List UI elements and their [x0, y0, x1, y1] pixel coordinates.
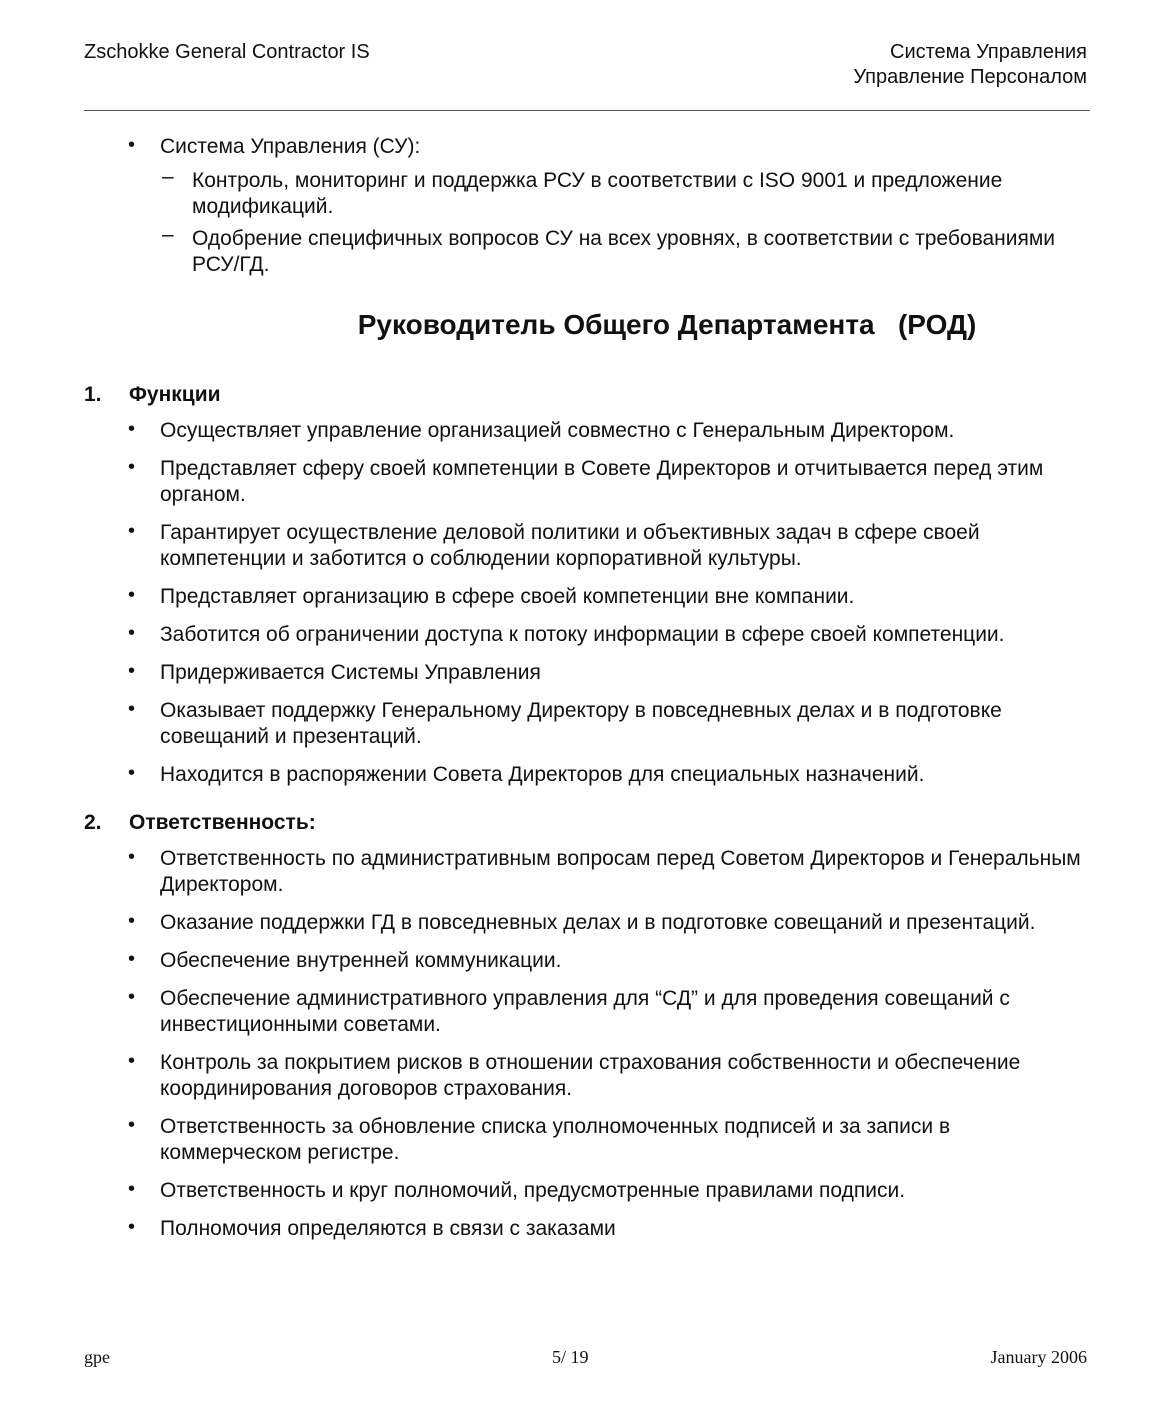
list-item-text: Оказывает поддержку Генеральному Директору в повседневных делах и в подготовке совещаний и презентаций.: [160, 699, 1002, 748]
list-item: [84, 660, 1090, 686]
list-item: [84, 1050, 1090, 1102]
list-item-text: Находится в распоряжении Совета Директоров для специальных назначений.: [160, 763, 925, 786]
list-item: [84, 846, 1090, 898]
bullet-icon: •: [128, 660, 136, 682]
bullet-icon: •: [128, 622, 136, 644]
list-item-text: Обеспечение внутренней коммуникации.: [160, 949, 562, 972]
header-company: Zschokke General Contractor IS: [84, 41, 370, 63]
bullet-icon: •: [128, 1178, 136, 1200]
section-title: Функции: [129, 383, 221, 406]
list-item: [84, 1178, 1090, 1204]
list-item-text: Оказание поддержки ГД в повседневных делах и в подготовке совещаний и презентаций.: [160, 911, 1036, 934]
list-item-text: Ответственность по административным вопросам перед Советом Директоров и Генеральным Директором.: [160, 847, 1081, 896]
list-item-text: Контроль за покрытием рисков в отношении страхования собственности и обеспечение координирования договоров страхования.: [160, 1051, 1021, 1100]
list-item: [84, 418, 1090, 444]
bullet-icon: •: [128, 910, 136, 932]
list-item: [84, 762, 1090, 788]
list-item-text: Гарантирует осуществление деловой политики и объективных задач в сфере своей компетенции и заботится о соблюдении корпоративной культуры.: [160, 521, 980, 570]
list-item-text: Представляет организацию в сфере своей компетенции вне компании.: [160, 585, 855, 608]
list-item: [84, 1216, 1090, 1242]
intro-sublist: [160, 165, 1090, 278]
header-right-block: [853, 40, 1087, 90]
list-item-text: Обеспечение административного управления для “СД” и для проведения совещаний с инвестиционными советами.: [160, 987, 1010, 1036]
list-item-text: Ответственность за обновление списка уполномоченных подписей и за записи в коммерческом регистре.: [160, 1115, 951, 1164]
list-item: [160, 223, 1090, 278]
intro-bullet-text: Система Управления (СУ):: [160, 135, 421, 158]
responsibility-list: [84, 846, 1090, 1242]
bullet-icon: •: [128, 698, 136, 720]
list-item-text: Представляет сферу своей компетенции в Совете Директоров и отчитывается перед этим органом.: [160, 457, 1044, 506]
header-divider: [84, 110, 1090, 111]
section-number: 2.: [84, 811, 102, 834]
list-item-text: Ответственность и круг полномочий, предусмотренные правилами подписи.: [160, 1179, 906, 1202]
bullet-icon: •: [128, 846, 136, 868]
list-item: [84, 1114, 1090, 1166]
list-item-text: Осуществляет управление организацией совместно с Генеральным Директором.: [160, 419, 955, 442]
bullet-icon: •: [128, 1114, 136, 1136]
list-item: [160, 165, 1090, 220]
list-item: [84, 948, 1090, 974]
bullet-icon: •: [128, 418, 136, 440]
list-item: [84, 134, 1090, 278]
list-item: [84, 456, 1090, 508]
header-section: Управление Персоналом: [853, 66, 1087, 88]
footer-author: gpe: [84, 1347, 110, 1367]
list-item-text: Придерживается Системы Управления: [160, 661, 541, 684]
header-system: Система Управления: [890, 41, 1087, 63]
intro-list: [84, 134, 1090, 278]
list-item-text: Полномочия определяются в связи с заказами: [160, 1217, 616, 1240]
list-item: [84, 520, 1090, 572]
functions-list: [84, 418, 1090, 788]
list-item: [84, 698, 1090, 750]
bullet-icon: •: [128, 520, 136, 542]
list-item: [84, 584, 1090, 610]
list-item: [84, 622, 1090, 648]
bullet-icon: •: [128, 134, 136, 156]
bullet-icon: •: [128, 986, 136, 1008]
list-item-text: Заботится об ограничении доступа к потоку информации в сфере своей компетенции.: [160, 623, 1005, 646]
dash-icon: –: [162, 223, 174, 246]
page-title: Руководитель Общего Департамента (РОД): [357, 309, 977, 340]
list-item: [84, 910, 1090, 936]
section-heading: [84, 810, 1090, 836]
bullet-icon: •: [128, 762, 136, 784]
footer-page-number: 5/ 19: [552, 1347, 589, 1367]
section-number: 1.: [84, 383, 102, 406]
footer-date: January 2006: [990, 1347, 1087, 1367]
bullet-icon: •: [128, 1216, 136, 1238]
bullet-icon: •: [128, 1050, 136, 1072]
list-item: [84, 986, 1090, 1038]
dash-icon: –: [162, 165, 174, 188]
section-title: Ответственность:: [129, 811, 316, 834]
bullet-icon: •: [128, 584, 136, 606]
section-heading: [84, 382, 1090, 408]
sub-item-text: Контроль, мониторинг и поддержка РСУ в соответствии с ISO 9001 и предложение модификаций.: [192, 169, 1003, 218]
bullet-icon: •: [128, 948, 136, 970]
sub-item-text: Одобрение специфичных вопросов СУ на всех уровнях, в соответствии с требованиями РСУ/ГД.: [192, 227, 1056, 276]
document-body: [84, 134, 1090, 1254]
bullet-icon: •: [128, 456, 136, 478]
